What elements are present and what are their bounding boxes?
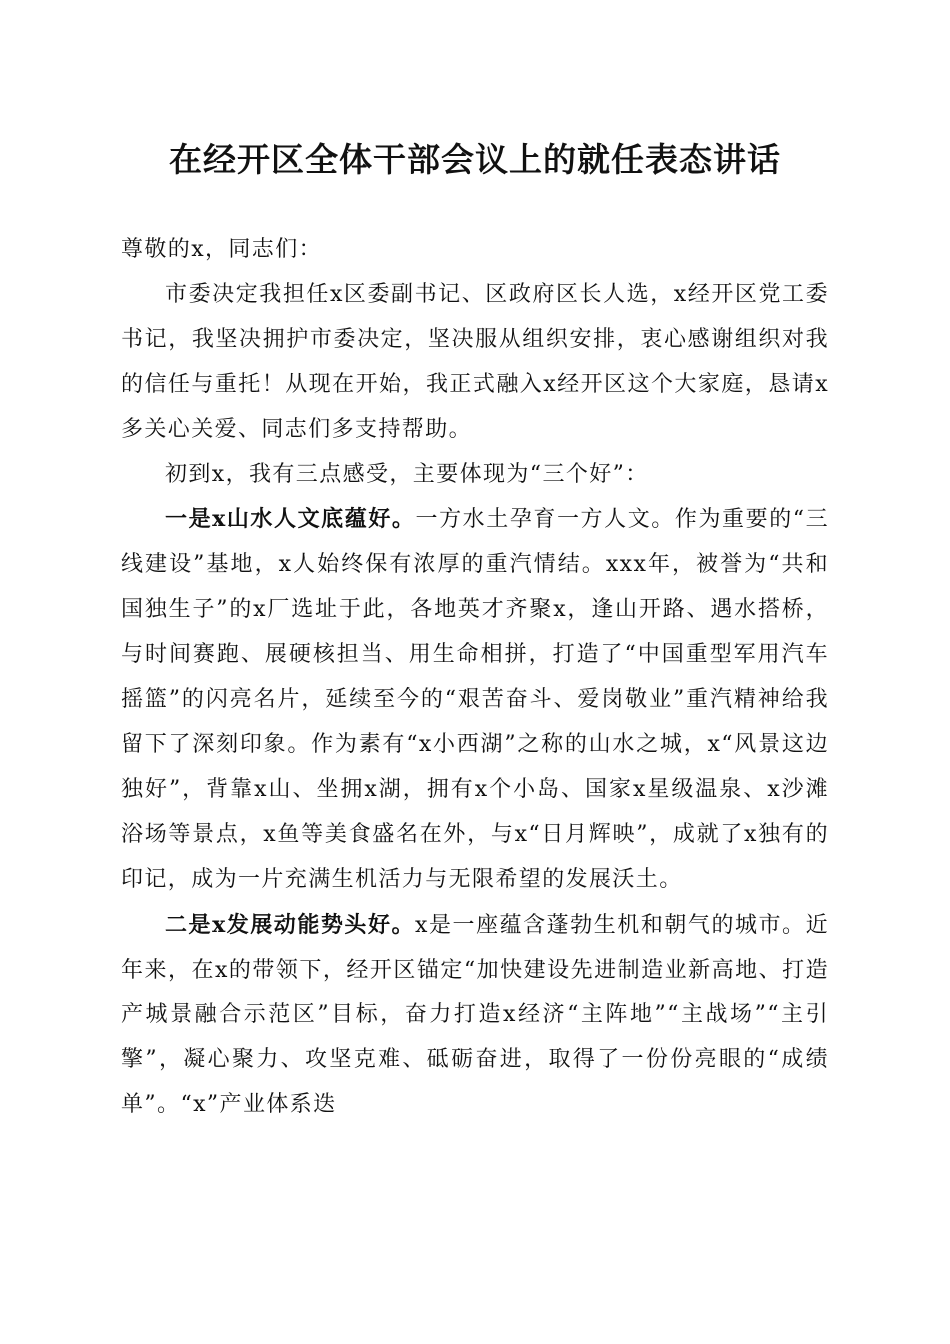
- paragraph-three-impressions: [121, 453, 829, 498]
- paragraph-text: 初到x，我有三点感受，主要体现为“三个好”：: [165, 461, 649, 487]
- document-body: [121, 228, 829, 1128]
- paragraph-appointment: [121, 273, 829, 453]
- paragraph-text: 市委决定我担任x区委副书记、区政府区长人选，x经开区党工委书记，我坚决拥护市委决定，坚决服从组织安排，衷心感谢组织对我的信任与重托！从现在开始，我正式融入x经开区这个大家庭，恳请x多关心关爱、同志们多支持帮助。: [121, 281, 829, 442]
- paragraph-point-two: [121, 903, 829, 1129]
- paragraph-point-one: [121, 497, 829, 902]
- document-title: 在经开区全体干部会议上的就任表态讲话: [169, 140, 781, 179]
- paragraph-lead: 一是x山水人文底蕴好。: [165, 506, 416, 533]
- salutation: 尊敬的x，同志们：: [121, 237, 323, 262]
- paragraph-text: x是一座蕴含蓬勃生机和朝气的城市。近年来，在x的带领下，经开区锚定“加快建设先进制造业新高地、打造产城景融合示范区”目标，奋力打造x经济“主阵地”“主战场”“主引擎”，凝心聚力、攻坚克难、砥砺奋进，取得了一份份亮眼的“成绩单”。“x”产业体系迭: [121, 912, 829, 1118]
- paragraph-text: 一方水土孕育一方人文。作为重要的“三线建设”基地，x人始终保有浓厚的重汽情结。xxx年，被誉为“共和国独生子”的x厂选址于此，各地英才齐聚x，逢山开路、遇水搭桥，与时间赛跑、展硬核担当、用生命相拼，打造了“中国重型军用汽车摇篮”的闪亮名片，延续至今的“艰苦奋斗、爱岗敬业”重汽精神给我留下了深刻印象。作为素有“x小西湖”之称的山水之城，x“风景这边独好”，背靠x山、坐拥x湖，拥有x个小岛、国家x星级温泉、x沙滩浴场等景点，x鱼等美食盛名在外，与x“日月辉映”，成就了x独有的印记，成为一片充满生机活力与无限希望的发展沃土。: [121, 507, 829, 892]
- paragraph-lead: 二是x发展动能势头好。: [165, 911, 416, 938]
